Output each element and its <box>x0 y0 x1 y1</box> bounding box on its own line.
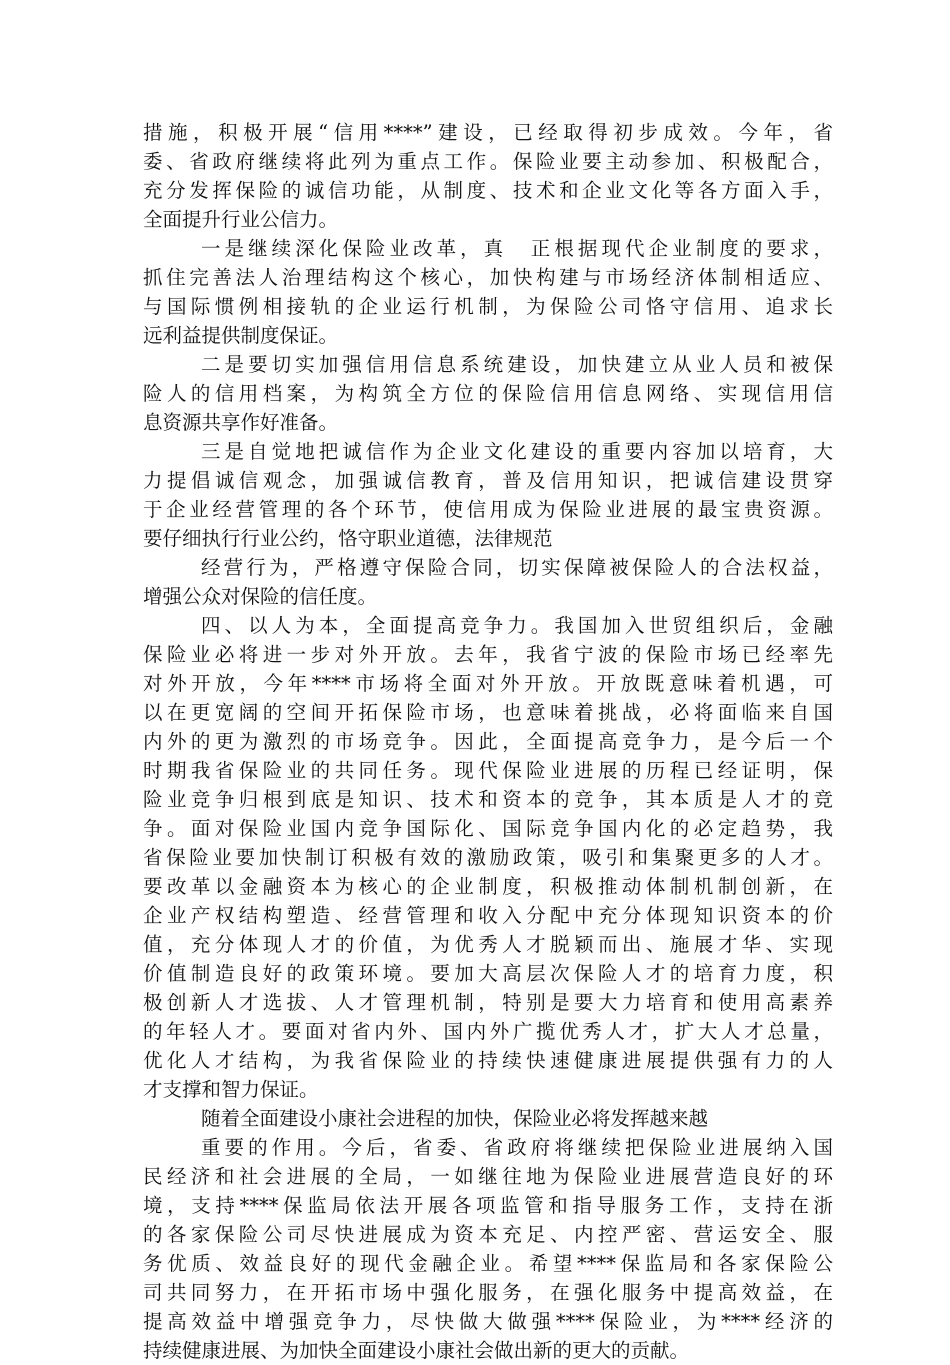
text-line: 委、省政府继续将此列为重点工作。保险业要主动参加、积极配合， <box>143 150 833 173</box>
paragraph-p1 <box>143 118 833 234</box>
text-line: 以在更宽阔的空间开拓保险市场，也意味着挑战，必将面临来自国 <box>143 701 833 724</box>
text-line: 优化人才结构，为我省保险业的持续快速健康进展提供强有力的人 <box>143 1049 833 1072</box>
text-line: 价值制造良好的政策环境。要加大高层次保险人才的培育力度，积 <box>143 962 833 985</box>
text-line: 司共同努力，在开拓市场中强化服务，在强化服务中提高效益，在 <box>143 1281 833 1304</box>
document-body <box>143 118 833 1365</box>
text-line: 四、以人为本，全面提高竞争力。我国加入世贸组织后，金融 <box>201 614 833 637</box>
paragraph-p5 <box>143 553 833 611</box>
text-line: 充分发挥保险的诚信功能，从制度、技术和企业文化等各方面入手， <box>143 179 833 202</box>
text-line: 全面提升行业公信力。 <box>143 208 339 231</box>
text-line: 于企业经营管理的各个环节，使信用成为保险业进展的最宝贵资源。 <box>143 498 833 521</box>
text-line: 时期我省保险业的共同任务。现代保险业进展的历程已经证明，保 <box>143 759 833 782</box>
text-line: 远利益提供制度保证。 <box>143 324 339 347</box>
text-line: 省保险业要加快制订积极有效的激励政策，吸引和集聚更多的人才。 <box>143 846 833 869</box>
text-line: 随着全面建设小康社会进程的加快，保险业必将发挥越来越 <box>201 1107 709 1130</box>
text-line: 息资源共享作好准备。 <box>143 411 339 434</box>
paragraph-p8 <box>143 1133 833 1365</box>
text-line: 争。面对保险业国内竞争国际化、国际竞争国内化的必定趋势，我 <box>143 817 833 840</box>
text-line: 提高效益中增强竞争力，尽快做大做强****保险业，为****经济的 <box>143 1310 833 1333</box>
text-line: 对外开放，今年****市场将全面对外开放。开放既意味着机遇，可 <box>143 672 833 695</box>
text-line: 险人的信用档案，为构筑全方位的保险信用信息网络、实现信用信 <box>143 382 833 405</box>
text-line: 极创新人才选拔、人才管理机制，特别是要大力培育和使用高素养 <box>143 991 833 1014</box>
paragraph-p7 <box>143 1104 833 1133</box>
paragraph-p6 <box>143 611 833 1104</box>
text-line: 要仔细执行行业公约，恪守职业道德，法律规范 <box>143 527 553 550</box>
text-line: 二是要切实加强信用信息系统建设，加快建立从业人员和被保 <box>201 353 833 376</box>
text-line: 一是继续深化保险业改革，真 正根据现代企业制度的要求， <box>201 237 833 260</box>
text-line: 值，充分体现人才的价值，为优秀人才脱颖而出、施展才华、实现 <box>143 933 833 956</box>
text-line: 经营行为，严格遵守保险合同，切实保障被保险人的合法权益， <box>201 556 833 579</box>
text-line: 险业竞争归根到底是知识、技术和资本的竞争，其本质是人才的竞 <box>143 788 833 811</box>
text-line: 才支撑和智力保证。 <box>143 1078 319 1101</box>
text-line: 内外的更为激烈的市场竞争。因此，全面提高竞争力，是今后一个 <box>143 730 833 753</box>
text-line: 的年轻人才。要面对省内外、国内外广揽优秀人才，扩大人才总量， <box>143 1020 833 1043</box>
text-line: 民经济和社会进展的全局，一如继往地为保险业进展营造良好的环 <box>143 1165 833 1188</box>
text-line: 保险业必将进一步对外开放。去年，我省宁波的保险市场已经率先 <box>143 643 833 666</box>
text-line: 的各家保险公司尽快进展成为资本充足、内控严密、营运安全、服 <box>143 1223 833 1246</box>
text-line: 务优质、效益良好的现代金融企业。希望****保监局和各家保险公 <box>143 1252 833 1275</box>
text-line: 力提倡诚信观念，加强诚信教育，普及信用知识，把诚信建设贯穿 <box>143 469 833 492</box>
text-line: 抓住完善法人治理结构这个核心，加快构建与市场经济体制相适应、 <box>143 266 833 289</box>
paragraph-p4 <box>143 437 833 553</box>
text-line: 企业产权结构塑造、经营管理和收入分配中充分体现知识资本的价 <box>143 904 833 927</box>
text-line: 三是自觉地把诚信作为企业文化建设的重要内容加以培育，大 <box>201 440 833 463</box>
text-line: 境，支持****保监局依法开展各项监管和指导服务工作，支持在浙 <box>143 1194 833 1217</box>
text-line: 措施，积极开展“信用****”建设，已经取得初步成效。今年，省 <box>143 121 833 144</box>
text-line: 与国际惯例相接轨的企业运行机制，为保险公司恪守信用、追求长 <box>143 295 833 318</box>
text-line: 要改革以金融资本为核心的企业制度，积极推动体制机制创新，在 <box>143 875 833 898</box>
text-line: 增强公众对保险的信任度。 <box>143 585 378 608</box>
paragraph-p2 <box>143 234 833 350</box>
text-line: 持续健康进展、为加快全面建设小康社会做出新的更大的贡献。 <box>143 1339 690 1362</box>
text-line: 重要的作用。今后，省委、省政府将继续把保险业进展纳入国 <box>201 1136 833 1159</box>
paragraph-p3 <box>143 350 833 437</box>
